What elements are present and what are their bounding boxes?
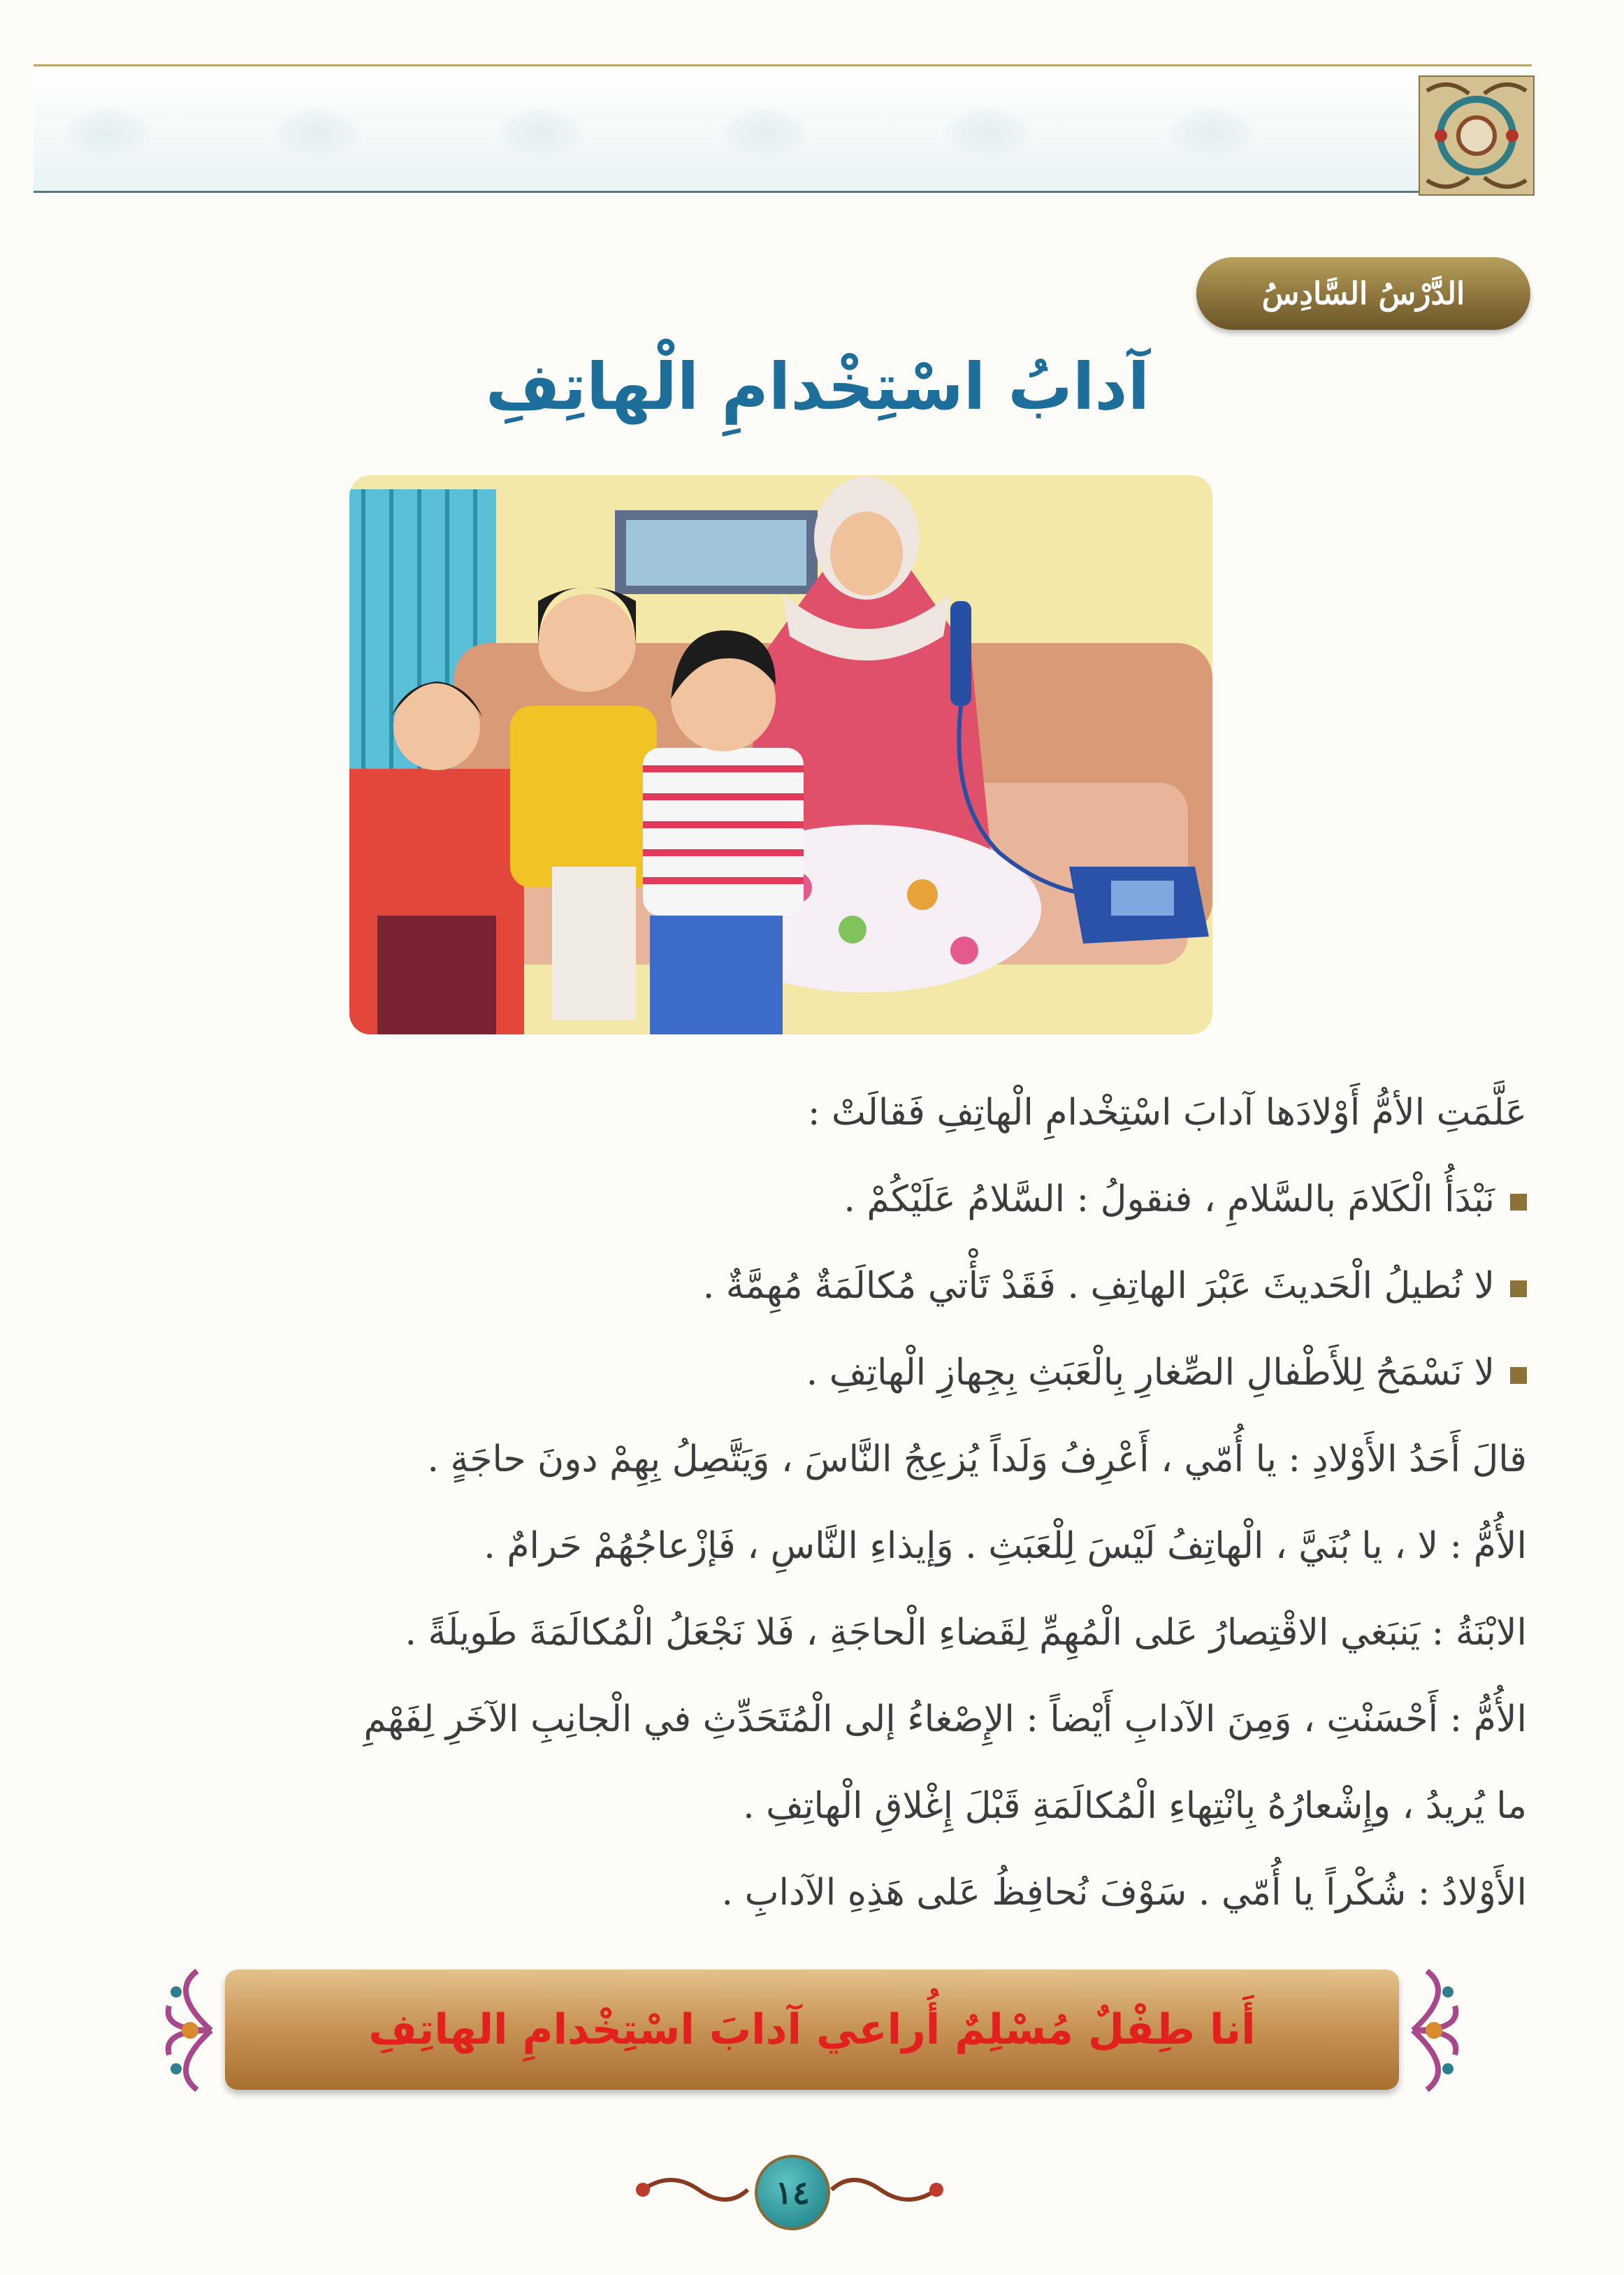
dialogue-line: قالَ أَحَدُ الأَوْلادِ : يا أُمّي ، أَعْرِفُ وَلَداً يُزعِجُ النَّاسَ ، وَيَتَّصِلُ بِهِمْ دونَ حاجَةٍ . (427, 1438, 1527, 1480)
bullet-square-icon (1510, 1194, 1527, 1211)
motto-banner (155, 1964, 1469, 2097)
bullet-square-icon (1510, 1280, 1527, 1297)
dialogue-line: الأَوْلادُ : شُكْراً يا أُمّي . سَوْفَ نُحافِظُ عَلى هَذِهِ الآدابِ . (721, 1872, 1527, 1914)
dialogue-line: الابْنَةُ : يَنبَغي الاقْتِصارُ عَلى الْمُهِمِّ لِقَضاءِ الْحاجَةِ ، فَلا نَجْعَلُ الْمُكالَمَةَ طَويلَةً . (405, 1612, 1527, 1654)
dialogue-line: ما يُريدُ ، وإِشْعارُهُ بِانْتِهاءِ الْمُكالَمَةِ قَبْلَ إِغْلاقِ الْهاتِفِ . (743, 1785, 1527, 1827)
motto-text: أَنا طِفْلٌ مُسْلِمٌ أُراعي آدابَ اسْتِخْدامِ الهاتِفِ (225, 1970, 1399, 2090)
page-number: ١٤ (755, 2155, 830, 2230)
rule-item: لا نَسْمَحُ لِلأَطْفالِ الصِّغارِ بِالْعَبَثِ بِجِهازِ الْهاتِفِ . (231, 1329, 1527, 1416)
dialogue-line: الأُمُّ : لا ، يا بُنَيَّ ، الْهاتِفُ لَيْسَ لِلْعَبَثِ . وَإيذاءِ النَّاسِ ، فَإزْعاجُهُمْ حَرامٌ . (484, 1525, 1527, 1567)
arabesque-ornament-icon (1406, 1964, 1469, 2097)
header-motif (61, 107, 152, 163)
dialogue-line: الأُمُّ : أَحْسَنْتِ ، وَمِنَ الآدابِ أَيْضاً : الإِصْغاءُ إلى الْمُتَحَدِّثِ في الْجانِبِ الآخَرِ لِفَهْمِ (363, 1698, 1527, 1740)
rule-item: نَبْدَأُ الْكَلامَ بالسَّلامِ ، فنقولُ : السَّلامُ عَلَيْكُمْ . (231, 1156, 1527, 1243)
family-telephone-illustration (349, 475, 1212, 1034)
lesson-text (231, 1069, 1527, 1936)
arabesque-ornament-icon (155, 1964, 218, 2097)
header-motif (495, 107, 586, 163)
header-band (34, 64, 1532, 193)
page-title: آدابُ اسْتِخْدامِ الْهاتِفِ (485, 349, 1150, 424)
header-motif (942, 107, 1033, 163)
intro-line: عَلَّمَتِ الأمُّ أَوْلادَها آدابَ اسْتِخْدامِ الْهاتِفِ فَقالَتْ : (807, 1092, 1527, 1134)
bullet-square-icon (1510, 1367, 1527, 1384)
page-number-block (629, 2149, 950, 2226)
header-motif (271, 107, 362, 163)
corner-ornament-icon (1419, 75, 1535, 196)
rule-item: لا نُطيلُ الْحَديثَ عَبْرَ الهاتِفِ . فَقَدْ تَأْتي مُكالَمَةٌ مُهِمَّةٌ . (231, 1243, 1527, 1329)
header-motif (1166, 107, 1256, 163)
lesson-badge: الدَّرْسُ السَّادِسُ (1196, 257, 1530, 330)
header-motif (718, 107, 809, 163)
